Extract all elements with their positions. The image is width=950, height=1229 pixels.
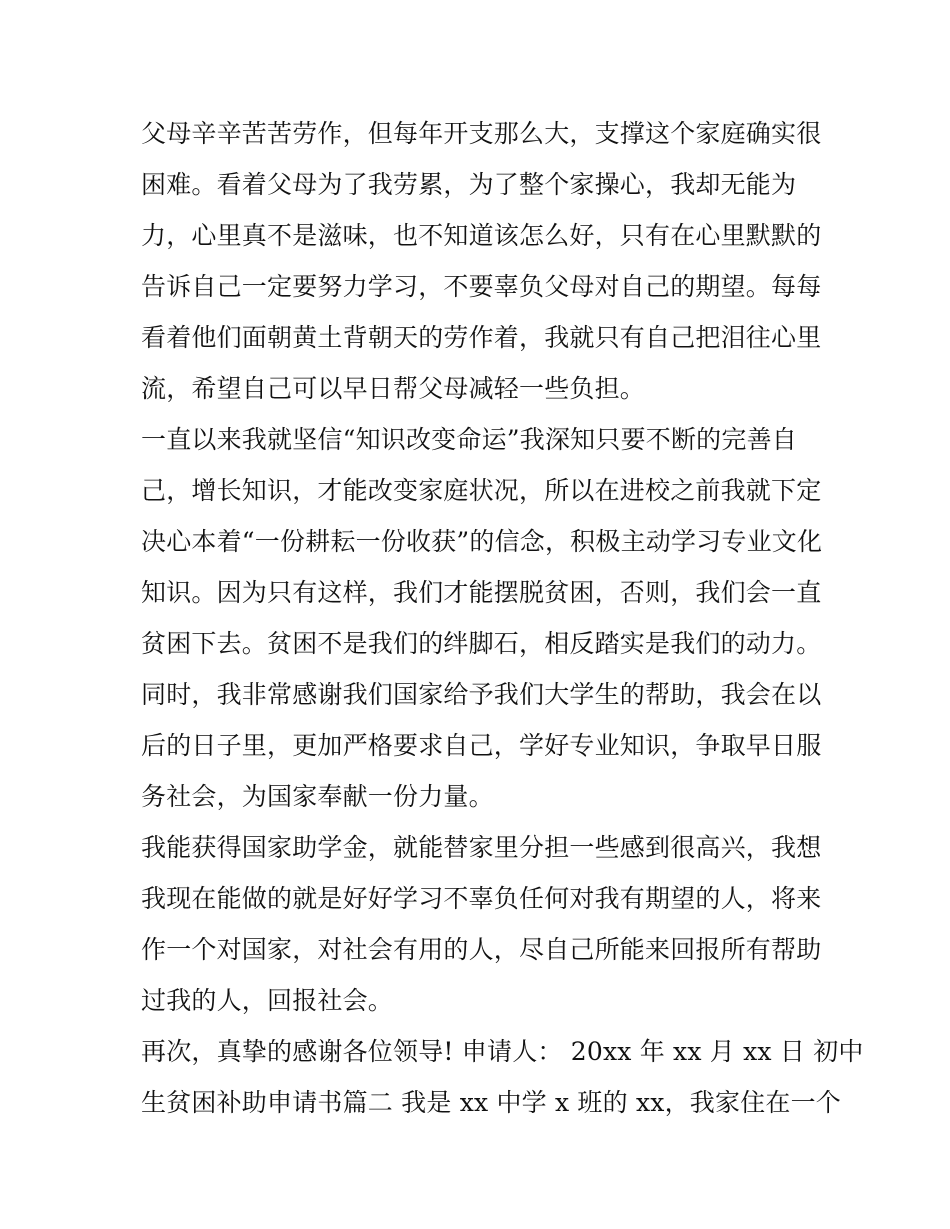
text-line: 同时，我非常感谢我们国家给予我们大学生的帮助，我会在以 bbox=[141, 680, 822, 709]
text-line: 务社会，为国家奉献一份力量。 bbox=[141, 782, 494, 811]
text-line: 父母辛辛苦苦劳作，但每年开支那么大，支撑这个家庭确实很 bbox=[141, 119, 822, 148]
text-line: 力，心里真不是滋味，也不知道该怎么好，只有在心里默默的 bbox=[141, 221, 822, 250]
text-line: 看着他们面朝黄土背朝天的劳作着，我就只有自己把泪往心里 bbox=[141, 323, 822, 352]
document-body bbox=[141, 108, 864, 1128]
text-line: 过我的人，回报社会。 bbox=[141, 986, 394, 1015]
text-line: 作一个对国家，对社会有用的人，尽自己所能来回报所有帮助 bbox=[141, 935, 822, 964]
text-line: 己，增长知识，才能改变家庭状况，所以在进校之前我就下定 bbox=[141, 476, 822, 505]
text-line: 流，希望自己可以早日帮父母减轻一些负担。 bbox=[141, 374, 646, 403]
text-line: 知识。因为只有这样，我们才能摆脱贫困，否则，我们会一直 bbox=[141, 578, 822, 607]
text-line: 后的日子里，更加严格要求自己，学好专业知识，争取早日服 bbox=[141, 731, 822, 760]
text-line: 困难。看着父母为了我劳累，为了整个家操心，我却无能为 bbox=[141, 170, 797, 199]
text-line: 再次，真挚的感谢各位领导! 申请人： 20xx 年 xx 月 xx 日 初中 bbox=[141, 1037, 864, 1066]
text-line: 决心本着“一份耕耘一份收获”的信念，积极主动学习专业文化 bbox=[141, 527, 823, 556]
text-line: 生贫困补助申请书篇二 我是 xx 中学 x 班的 xx，我家住在一个 bbox=[141, 1088, 841, 1117]
text-line: 一直以来我就坚信“知识改变命运”我深知只要不断的完善自 bbox=[141, 425, 797, 454]
text-line: 我现在能做的就是好好学习不辜负任何对我有期望的人，将来 bbox=[141, 884, 822, 913]
text-line: 我能获得国家助学金，就能替家里分担一些感到很高兴，我想 bbox=[141, 833, 822, 862]
text-line: 告诉自己一定要努力学习，不要辜负父母对自己的期望。每每 bbox=[141, 272, 822, 301]
text-line: 贫困下去。贫困不是我们的绊脚石，相反踏实是我们的动力。 bbox=[141, 629, 822, 658]
